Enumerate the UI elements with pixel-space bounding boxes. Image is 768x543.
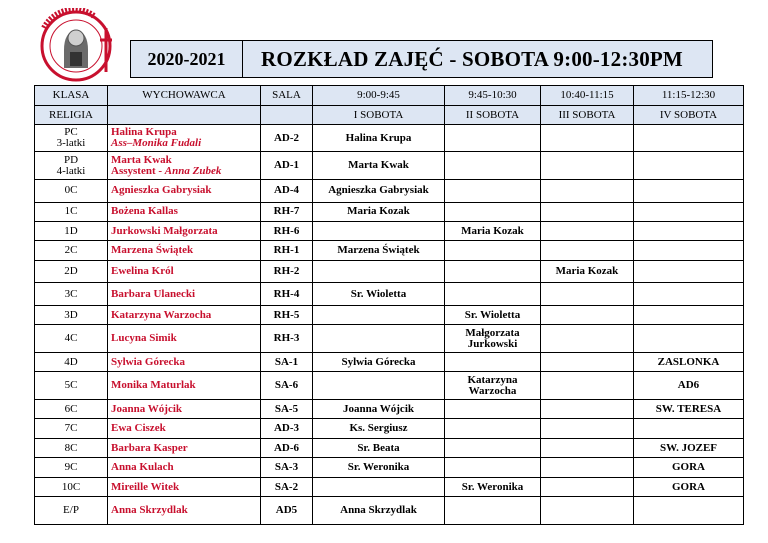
slot-teacher: GORA <box>672 461 705 474</box>
room-cell: AD5 <box>261 497 313 525</box>
class-cell <box>35 352 108 371</box>
teacher-name: Mireille Witek <box>111 480 180 493</box>
slot-4-cell <box>634 372 744 400</box>
class-label: E/P <box>63 504 79 517</box>
slot-3-cell <box>541 180 634 203</box>
schedule-table <box>34 85 744 525</box>
slot-teacher: Sylwia Górecka <box>341 355 416 368</box>
teacher-name: Barbara Ulanecki <box>111 287 196 300</box>
class-age-label: 4-latki <box>56 164 86 177</box>
slot-2-cell <box>445 124 541 152</box>
class-label: 8C <box>64 441 78 454</box>
table-row <box>35 372 744 400</box>
slot-teacher: GORA <box>672 480 705 493</box>
slot-teacher: Marta Kwak <box>348 159 409 172</box>
slot-2-cell <box>445 477 541 496</box>
slot-2-cell <box>445 202 541 221</box>
header-slot-3: 10:40-11:15 <box>541 86 634 106</box>
room-cell: RH-4 <box>261 283 313 306</box>
class-label: 4C <box>64 332 78 345</box>
slot-4-cell <box>634 477 744 496</box>
header-saturday-4: IV SOBOTA <box>634 106 744 124</box>
slot-1-cell <box>313 152 445 180</box>
slot-2-cell <box>445 400 541 419</box>
slot-teacher: Marzena Świątek <box>337 244 420 257</box>
room-cell: AD-4 <box>261 180 313 203</box>
slot-teacher: ZASLONKA <box>657 355 720 368</box>
header-saturday-3: III SOBOTA <box>541 106 634 124</box>
class-cell <box>35 202 108 221</box>
teacher-cell <box>108 325 261 353</box>
slot-teacher: Halina Krupa <box>345 131 412 144</box>
room-cell: RH-1 <box>261 241 313 260</box>
header-wychowawca: WYCHOWAWCA <box>108 86 261 106</box>
class-label: 2D <box>64 265 78 278</box>
room-cell: RH-7 <box>261 202 313 221</box>
slot-2-cell <box>445 372 541 400</box>
slot-teacher: Maria Kozak <box>461 224 524 237</box>
table-row <box>35 283 744 306</box>
slot-teacher: Małgorzata <box>465 326 520 339</box>
class-label: 5C <box>64 379 78 392</box>
slot-2-cell <box>445 152 541 180</box>
header-slot-4: 11:15-12:30 <box>634 86 744 106</box>
room-cell: AD-6 <box>261 438 313 457</box>
slot-3-cell <box>541 241 634 260</box>
slot-2-cell <box>445 180 541 203</box>
slot-1-cell <box>313 180 445 203</box>
table-row <box>35 352 744 371</box>
class-label: 3C <box>64 287 78 300</box>
teacher-name: Joanna Wójcik <box>111 402 183 415</box>
room-cell: SA-1 <box>261 352 313 371</box>
table-row <box>35 325 744 353</box>
class-label: 1C <box>64 205 78 218</box>
slot-teacher: AD6 <box>677 379 700 392</box>
teacher-name: Lucyna Simik <box>111 332 177 345</box>
slot-1-cell <box>313 241 445 260</box>
slot-2-cell <box>445 222 541 241</box>
table-row <box>35 497 744 525</box>
teacher-name: Anna Kulach <box>111 461 174 474</box>
slot-2-cell <box>445 325 541 353</box>
teacher-name: Barbara Kasper <box>111 441 188 454</box>
slot-3-cell <box>541 260 634 283</box>
teacher-cell <box>108 352 261 371</box>
slot-teacher: Agnieszka Gabrysiak <box>328 184 429 197</box>
class-cell <box>35 438 108 457</box>
slot-3-cell <box>541 325 634 353</box>
slot-1-cell <box>313 222 445 241</box>
teacher-cell <box>108 497 261 525</box>
assistant-name: Anna Zubek <box>164 164 222 177</box>
teacher-name: Agnieszka Gabrysiak <box>111 184 212 197</box>
teacher-cell <box>108 372 261 400</box>
class-label: 4D <box>64 355 78 368</box>
room-cell: SA-2 <box>261 477 313 496</box>
class-label: PD <box>63 153 79 166</box>
slot-4-cell <box>634 497 744 525</box>
teacher-name: Anna Skrzydlak <box>111 504 188 517</box>
class-age-label: 3-latki <box>56 137 86 150</box>
slot-1-cell <box>313 458 445 477</box>
class-cell <box>35 241 108 260</box>
class-cell <box>35 260 108 283</box>
teacher-cell <box>108 222 261 241</box>
teacher-cell <box>108 477 261 496</box>
slot-teacher: Sr. Wioletta <box>350 287 407 300</box>
class-cell <box>35 497 108 525</box>
slot-1-cell <box>313 202 445 221</box>
slot-1-cell <box>313 283 445 306</box>
teacher-name: Marta Kwak <box>111 153 172 166</box>
class-cell <box>35 372 108 400</box>
slot-3-cell <box>541 477 634 496</box>
slot-1-cell <box>313 400 445 419</box>
table-row <box>35 152 744 180</box>
table-row <box>35 241 744 260</box>
slot-1-cell <box>313 477 445 496</box>
slot-teacher: Katarzyna <box>467 373 518 386</box>
slot-3-cell <box>541 372 634 400</box>
table-row <box>35 438 744 457</box>
slot-teacher: Maria Kozak <box>555 265 619 278</box>
slot-teacher: SW. TERESA <box>655 402 722 415</box>
teacher-name: Jurkowski Małgorzata <box>111 224 218 237</box>
slot-1-cell <box>313 419 445 438</box>
table-row <box>35 400 744 419</box>
header-sala: SALA <box>261 86 313 106</box>
teacher-cell <box>108 438 261 457</box>
class-label: 7C <box>64 422 78 435</box>
slot-teacher: Joanna Wójcik <box>342 402 414 415</box>
slot-1-cell <box>313 372 445 400</box>
slot-4-cell <box>634 260 744 283</box>
slot-2-cell <box>445 305 541 324</box>
slot-teacher-line2: Jurkowski <box>467 337 518 350</box>
slot-3-cell <box>541 419 634 438</box>
slot-2-cell <box>445 352 541 371</box>
slot-3-cell <box>541 152 634 180</box>
slot-teacher-line2: Warzocha <box>468 384 517 397</box>
slot-4-cell <box>634 305 744 324</box>
class-cell <box>35 283 108 306</box>
slot-1-cell <box>313 325 445 353</box>
teacher-name: Halina Krupa <box>111 126 177 139</box>
teacher-cell <box>108 283 261 306</box>
slot-1-cell <box>313 352 445 371</box>
slot-4-cell <box>634 458 744 477</box>
slot-1-cell <box>313 124 445 152</box>
teacher-name: Sylwia Górecka <box>111 355 186 368</box>
header-klasa: KLASA <box>35 86 108 106</box>
class-label: 3D <box>64 308 78 321</box>
assistant-name: Ass–Monika Fudali <box>111 137 202 150</box>
table-row <box>35 222 744 241</box>
class-label: 0C <box>64 184 78 197</box>
slot-3-cell <box>541 438 634 457</box>
header-slot-1: 9:00-9:45 <box>313 86 445 106</box>
title-bar <box>130 40 713 78</box>
teacher-name: Marzena Świątek <box>111 244 194 257</box>
class-cell <box>35 325 108 353</box>
teacher-name: Bożena Kallas <box>111 205 178 218</box>
slot-teacher: SW. JOZEF <box>659 441 718 454</box>
slot-1-cell <box>313 305 445 324</box>
table-row <box>35 124 744 152</box>
slot-teacher: Sr. Weronika <box>461 480 524 493</box>
teacher-name: Ewelina Król <box>111 265 174 278</box>
slot-3-cell <box>541 497 634 525</box>
room-cell: AD-1 <box>261 152 313 180</box>
header-row-time <box>35 86 744 106</box>
table-row <box>35 260 744 283</box>
class-cell <box>35 152 108 180</box>
slot-3-cell <box>541 283 634 306</box>
slot-4-cell <box>634 419 744 438</box>
slot-1-cell <box>313 497 445 525</box>
slot-2-cell <box>445 260 541 283</box>
room-cell: RH-2 <box>261 260 313 283</box>
class-cell <box>35 419 108 438</box>
class-cell <box>35 222 108 241</box>
slot-1-cell <box>313 260 445 283</box>
table-row <box>35 202 744 221</box>
class-cell <box>35 180 108 203</box>
slot-4-cell <box>634 325 744 353</box>
teacher-cell <box>108 305 261 324</box>
slot-teacher: Ks. Sergiusz <box>349 422 408 435</box>
teacher-name: Ewa Ciszek <box>111 422 166 435</box>
slot-4-cell <box>634 283 744 306</box>
slot-4-cell <box>634 180 744 203</box>
slot-1-cell <box>313 438 445 457</box>
header-slot-2: 9:45-10:30 <box>445 86 541 106</box>
slot-3-cell <box>541 400 634 419</box>
slot-2-cell <box>445 497 541 525</box>
slot-2-cell <box>445 458 541 477</box>
slot-4-cell <box>634 352 744 371</box>
room-cell: SA-3 <box>261 458 313 477</box>
slot-4-cell <box>634 438 744 457</box>
table-row <box>35 458 744 477</box>
class-label: PC <box>64 126 78 139</box>
teacher-cell <box>108 124 261 152</box>
room-cell: SA-5 <box>261 400 313 419</box>
slot-teacher: Sr. Weronika <box>347 461 410 474</box>
header-empty-1 <box>108 106 261 124</box>
slot-2-cell <box>445 283 541 306</box>
table-row <box>35 305 744 324</box>
class-cell <box>35 305 108 324</box>
slot-4-cell <box>634 222 744 241</box>
assistant-prefix: Assystent - <box>111 164 165 177</box>
slot-3-cell <box>541 352 634 371</box>
slot-3-cell <box>541 458 634 477</box>
table-row <box>35 419 744 438</box>
school-logo <box>34 8 124 84</box>
slot-2-cell <box>445 419 541 438</box>
class-label: 6C <box>64 402 78 415</box>
class-cell <box>35 400 108 419</box>
header-religia: RELIGIA <box>35 106 108 124</box>
slot-4-cell <box>634 241 744 260</box>
school-year: 2020-2021 <box>131 41 243 77</box>
teacher-cell <box>108 202 261 221</box>
class-label: 1D <box>64 224 78 237</box>
teacher-cell <box>108 152 261 180</box>
teacher-cell <box>108 180 261 203</box>
page-title: ROZKŁAD ZAJĘĆ - SOBOTA 9:00-12:30PM <box>261 46 683 71</box>
teacher-cell <box>108 458 261 477</box>
class-label: 2C <box>64 244 78 257</box>
slot-teacher: Maria Kozak <box>347 205 410 218</box>
slot-teacher: Anna Skrzydlak <box>340 504 417 517</box>
slot-2-cell <box>445 438 541 457</box>
class-cell <box>35 458 108 477</box>
slot-3-cell <box>541 202 634 221</box>
slot-teacher: Sr. Beata <box>357 441 400 454</box>
slot-4-cell <box>634 400 744 419</box>
class-cell <box>35 477 108 496</box>
slot-3-cell <box>541 124 634 152</box>
header-saturday-2: II SOBOTA <box>445 106 541 124</box>
table-row <box>35 180 744 203</box>
slot-3-cell <box>541 222 634 241</box>
room-cell: RH-6 <box>261 222 313 241</box>
teacher-cell <box>108 400 261 419</box>
teacher-cell <box>108 419 261 438</box>
table-row <box>35 477 744 496</box>
room-cell: AD-3 <box>261 419 313 438</box>
slot-4-cell <box>634 124 744 152</box>
room-cell: AD-2 <box>261 124 313 152</box>
class-label: 9C <box>64 461 78 474</box>
teacher-cell <box>108 260 261 283</box>
room-cell: RH-5 <box>261 305 313 324</box>
teacher-cell <box>108 241 261 260</box>
slot-4-cell <box>634 202 744 221</box>
slot-4-cell <box>634 152 744 180</box>
teacher-name: Katarzyna Warzocha <box>111 308 212 321</box>
room-cell: SA-6 <box>261 372 313 400</box>
room-cell: RH-3 <box>261 325 313 353</box>
class-cell <box>35 124 108 152</box>
slot-3-cell <box>541 305 634 324</box>
header-empty-2 <box>261 106 313 124</box>
header-row-saturday <box>35 106 744 124</box>
teacher-name: Monika Maturlak <box>111 379 196 392</box>
class-label: 10C <box>61 480 81 493</box>
slot-2-cell <box>445 241 541 260</box>
header-saturday-1: I SOBOTA <box>313 106 445 124</box>
slot-teacher: Sr. Wioletta <box>464 308 521 321</box>
